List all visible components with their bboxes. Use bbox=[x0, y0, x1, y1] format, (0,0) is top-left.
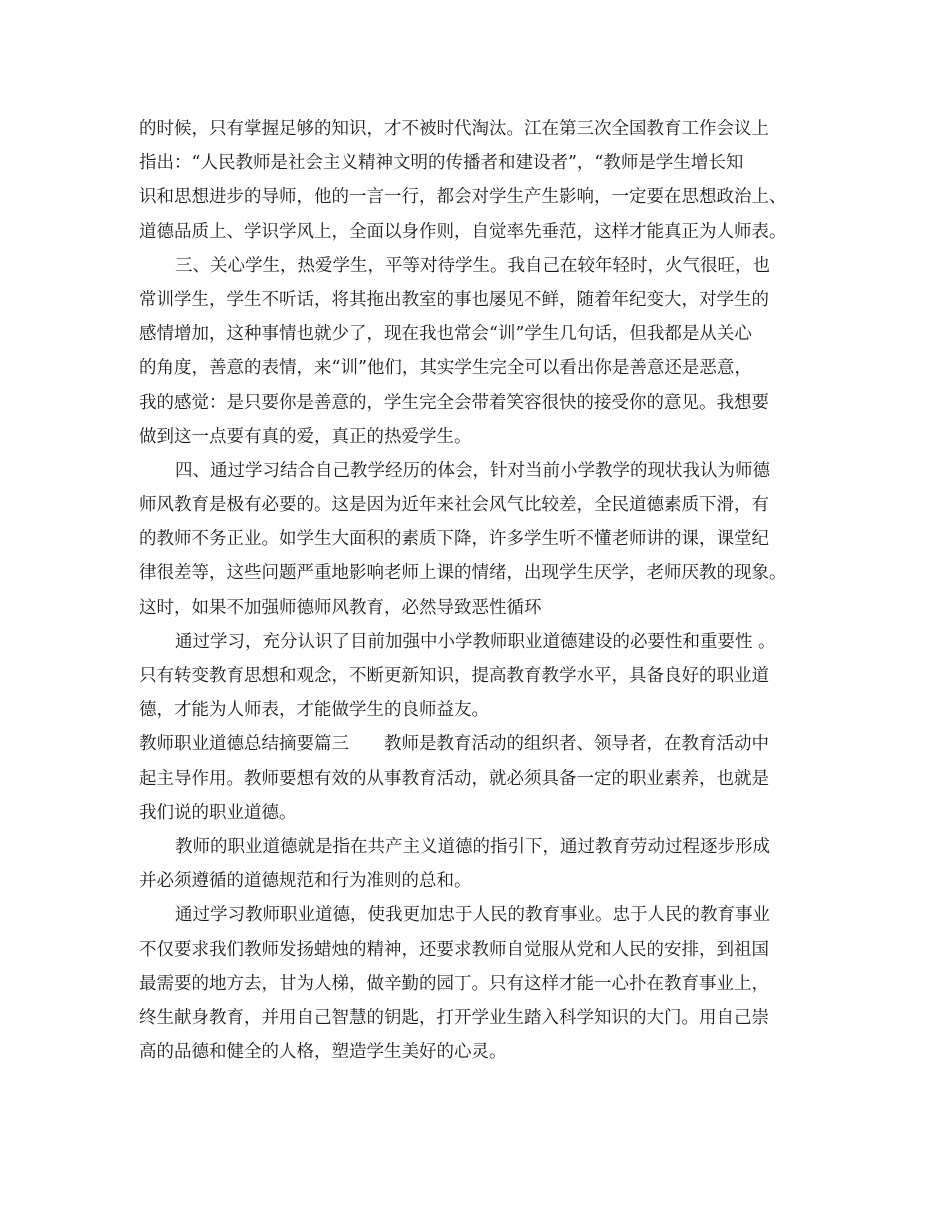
text-line: 不仅要求我们教师发扬蜡烛的精神，还要求教师自觉服从党和人民的安排，到祖国 bbox=[139, 939, 769, 960]
text-line: 德，才能为人师表，才能做学生的良师益友。 bbox=[139, 700, 489, 721]
text-line: 我的感觉：是只要你是善意的，学生完全会带着笑容很快的接受你的意见。我想要 bbox=[139, 392, 769, 413]
text-line: 做到这一点要有真的爱，真正的热爱学生。 bbox=[139, 426, 472, 447]
text-line: 我们说的职业道德。 bbox=[139, 802, 297, 823]
text-line: 这时，如果不加强师德师风教育，必然导致恶性循环 bbox=[139, 597, 542, 618]
text-line: 道德品质上、学识学风上，全面以身作则，自觉率先垂范，这样才能真正为人师表。 bbox=[139, 221, 787, 242]
text-line: 指出：“人民教师是社会主义精神文明的传播者和建设者”，“教师是学生增长知 bbox=[139, 153, 744, 174]
text-line: 高的品德和健全的人格，塑造学生美好的心灵。 bbox=[139, 1042, 507, 1063]
text-line: 只有转变教育思想和观念，不断更新知识，提高教育教学水平，具备良好的职业道 bbox=[139, 666, 769, 686]
text-line: 的时候，只有掌握足够的知识，才不被时代淘汰。江在第三次全国教育工作会议上 bbox=[139, 119, 769, 139]
text-line: 律很差等，这些问题严重地影响老师上课的情绪，出现学生厌学，老师厌教的现象。 bbox=[139, 563, 787, 584]
text-line: 终生献身教育，并用自己智慧的钥匙，打开学业生踏入科学知识的大门。用自己崇 bbox=[139, 1007, 769, 1028]
text-line: 识和思想进步的导师，他的一言一行，都会对学生产生影响，一定要在思想政治上、 bbox=[139, 187, 787, 208]
text-line: 通过学习，充分认识了目前加强中小学教师职业道德建设的必要性和重要性 。 bbox=[175, 631, 776, 652]
text-line: 教师职业道德总结摘要篇三 教师是教育活动的组织者、领导者，在教育活动中 bbox=[139, 734, 769, 755]
text-line: 的教师不务正业。如学生大面积的素质下降，许多学生听不懂老师讲的课，课堂纪 bbox=[139, 529, 769, 550]
text-line: 并必须遵循的道德规范和行为准则的总和。 bbox=[139, 871, 472, 892]
document-body bbox=[139, 112, 819, 1069]
text-line: 三、关心学生，热爱学生，平等对待学生。我自己在较年轻时，火气很旺，也 bbox=[175, 255, 770, 276]
text-line: 常训学生，学生不听话，将其拖出教室的事也屡见不鲜，随着年纪变大，对学生的 bbox=[139, 289, 769, 310]
text-line: 教师的职业道德就是指在共产主义道德的指引下，通过教育劳动过程逐步形成 bbox=[175, 836, 770, 857]
text-line: 四、通过学习结合自己教学经历的体会，针对当前小学教学的现状我认为师德 bbox=[175, 460, 770, 481]
text-line: 通过学习教师职业道德，使我更加忠于人民的教育事业。忠于人民的教育事业 bbox=[175, 905, 770, 926]
text-line: 感情增加，这种事情也就少了，现在我也常会“训”学生几句话，但我都是从关心 bbox=[139, 324, 752, 345]
text-line: 最需要的地方去，甘为人梯，做辛勤的园丁。只有这样才能一心扑在教育事业上， bbox=[139, 973, 769, 994]
text-line: 起主导作用。教师要想有效的从事教育活动，就必须具备一定的职业素养，也就是 bbox=[139, 768, 769, 789]
text-line: 的角度，善意的表情，来“训”他们，其实学生完全可以看出你是善意还是恶意， bbox=[139, 358, 752, 379]
text-line: 师风教育是极有必要的。这是因为近年来社会风气比较差，全民道德素质下滑，有 bbox=[139, 495, 769, 516]
